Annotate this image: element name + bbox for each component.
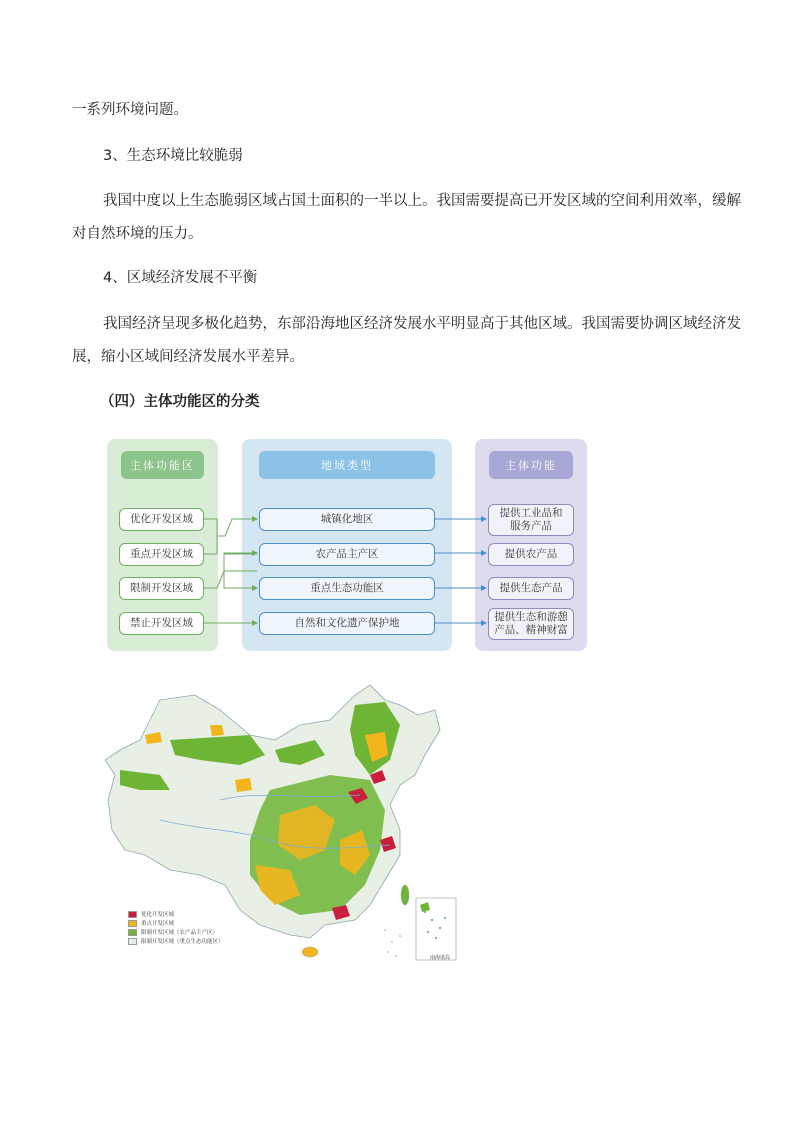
zone-prohibited: 禁止开发区域	[119, 612, 204, 635]
type-ecological: 重点生态功能区	[259, 577, 435, 600]
text-line: 一系列环境问题。	[72, 102, 188, 118]
legend-item-restricted-agri	[128, 928, 224, 936]
inset-label: 南海诸岛	[430, 955, 451, 961]
function-industrial	[488, 504, 574, 536]
type-urban: 城镇化地区	[259, 508, 435, 531]
hainan-island	[302, 947, 318, 957]
legend-item-restricted-eco	[128, 937, 224, 945]
legend-item-key	[128, 919, 224, 927]
legend-label: 限制开发区域（重点生态功能区）	[141, 939, 224, 945]
type-agricultural: 农产品主产区	[259, 543, 435, 566]
legend-label: 优化开发区域	[141, 912, 175, 918]
zone-column-title: 主体功能区	[121, 451, 204, 479]
taiwan-island	[401, 885, 409, 905]
function-ecological: 提供生态产品	[488, 577, 574, 600]
zone-optimized: 优化开发区域	[119, 508, 204, 531]
function-industrial-line1: 提供工业品和	[499, 507, 563, 519]
type-column-title: 地域类型	[259, 451, 435, 479]
legend-swatch	[128, 929, 137, 936]
map-legend	[128, 910, 224, 946]
paragraph-3a: 我国中度以上生态脆弱区域占国土面积的一半以上。我国需要提高已开发区域的空间利用效率，缓解	[103, 193, 741, 209]
function-industrial-line2: 服务产品	[510, 520, 552, 532]
paragraph-4b: 展，缩小区域间经济发展水平差异。	[72, 349, 304, 365]
paragraph-4a: 我国经济呈现多极化趋势，东部沿海地区经济发展水平明显高于其他区域。我国需要协调区域经济发	[103, 316, 741, 332]
zone-key: 重点开发区域	[119, 543, 204, 566]
function-agricultural: 提供农产品	[488, 543, 574, 566]
legend-label: 限制开发区域（农产品主产区）	[141, 930, 219, 936]
legend-swatch	[128, 920, 137, 927]
function-recreation-line1: 提供生态和游憩	[494, 611, 568, 623]
zone-restricted: 限制开发区域	[119, 577, 204, 600]
connector-restricted	[204, 554, 257, 588]
heading-4: 4、区域经济发展不平衡	[103, 270, 258, 286]
paragraph-3b: 对自然环境的压力。	[72, 226, 203, 242]
section-heading: （四）主体功能区的分类	[100, 394, 260, 410]
function-recreation	[488, 608, 574, 640]
legend-item-optimized	[128, 910, 224, 918]
legend-swatch	[128, 938, 137, 945]
connector-urban	[204, 519, 257, 554]
function-recreation-line2: 产品、精神财富	[494, 624, 568, 636]
function-zone-diagram	[107, 439, 588, 651]
function-column-title: 主体功能	[489, 451, 573, 479]
type-heritage: 自然和文化遗产保护地	[259, 612, 435, 635]
legend-label: 重点开发区域	[141, 921, 175, 927]
legend-swatch	[128, 911, 137, 918]
heading-3: 3、生态环境比较脆弱	[103, 148, 243, 164]
